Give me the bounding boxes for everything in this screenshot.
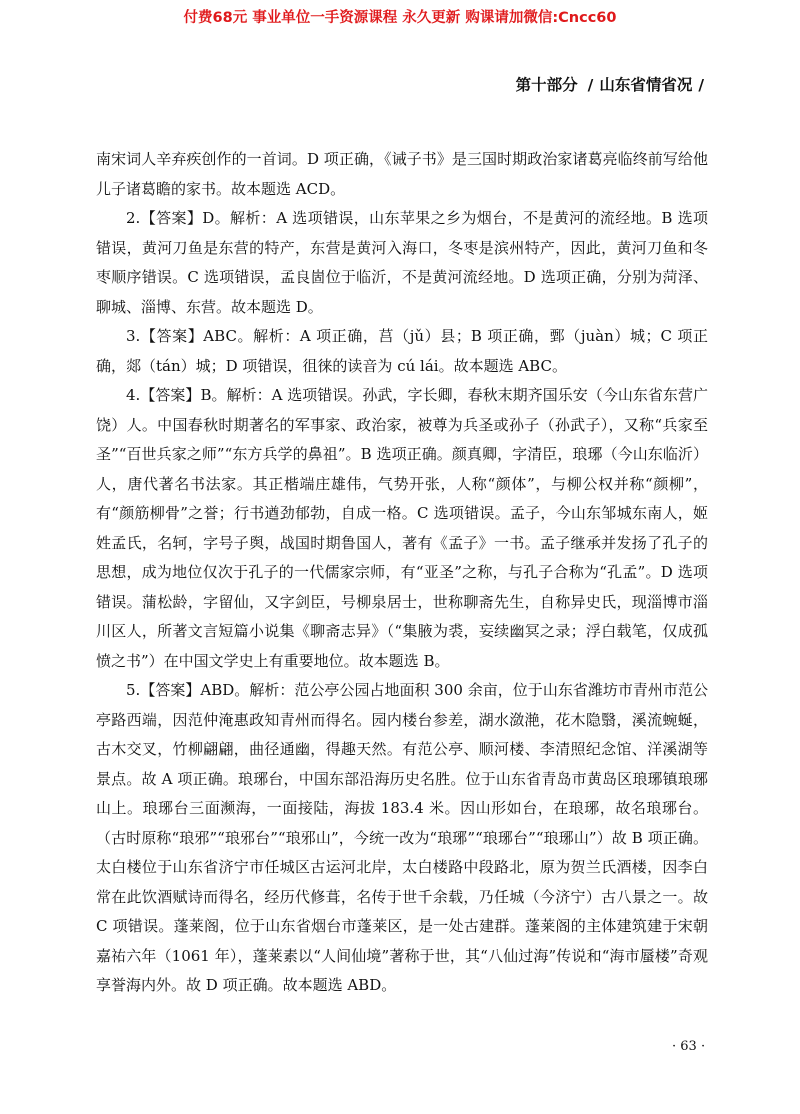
- section-header: [516, 73, 704, 95]
- paragraph-continuation: 南宋词人辛弃疾创作的一首词。D 项正确，《诫子书》是三国时期政治家诸葛亮临终前写给他儿子诸葛瞻的家书。故本题选 ACD。: [96, 150, 708, 198]
- section-part-label: 第十部分: [515, 76, 578, 94]
- answer-3-paragraph: 3.【答案】ABC。解析：A 项正确，莒（jǔ）县；B 项正确，鄄（juàn）城；C 项正确，郯（tán）城；D 项错误，徂徕的读音为 cú lái。故本题选 ABC。: [96, 327, 708, 375]
- header-separator: /: [587, 76, 594, 94]
- answer-2-paragraph: 2.【答案】D。解析：A 选项错误，山东苹果之乡为烟台，不是黄河的流经地。B 选项错误，黄河刀鱼是东营的特产，东营是黄河入海口，冬枣是滨州特产，因此，黄河刀鱼和冬枣顺序错误。C 选项错误，孟良崮位于临沂，不是黄河流经地。D 选项正确，分别为菏泽、聊城、淄博、东营。故本题选 D。: [96, 209, 708, 316]
- answer-explanations: [96, 145, 708, 1001]
- answer-5-paragraph: 5.【答案】ABD。解析：范公亭公园占地面积 300 余亩，位于山东省潍坊市青州市范公亭路西端，因范仲淹惠政知青州而得名。园内楼台参差，湖水潋滟，花木隐翳，溪流蜿蜒，古木交叉，竹柳翩翩，曲径通幽，得趣天然。有范公亭、顺河楼、李清照纪念馆、洋溪湖等景点。故 A 项正确。琅琊台，中国东部沿海历史名胜。位于山东省青岛市黄岛区琅琊镇琅琊山上。琅琊台三面濒海，一面接陆，海拔 183.4 米。因山形如台，在琅琊，故名琅琊台。（古时原称“琅邪”“琅邪台”“琅邪山”，今统一改为“琅琊”“琅琊台”“琅琊山”）故 B 项正确。太白楼位于山东省济宁市任城区古运河北岸，太白楼路中段路北，原为贺兰氏酒楼，因李白常在此饮酒赋诗而得名，经历代修葺，名传于世千余载，乃任城（今济宁）古八景之一。故 C 项错误。蓬莱阁，位于山东省烟台市蓬莱区，是一处古建群。蓬莱阁的主体建筑建于宋朝嘉祐六年（1061 年），蓬莱素以“人间仙境”著称于世，其“八仙过海”传说和“海市蜃楼”奇观享誉海内外。故 D 项正确。故本题选 ABD。: [96, 681, 708, 994]
- header-end-separator: /: [698, 76, 704, 94]
- promo-banner: 付费68元 事业单位一手资源课程 永久更新 购课请加微信:Cncc60: [183, 10, 617, 26]
- page-number: · 63 ·: [672, 1039, 706, 1054]
- answer-4-paragraph: 4.【答案】B。解析：A 选项错误。孙武，字长卿，春秋末期齐国乐安（今山东省东营广饶）人。中国春秋时期著名的军事家、政治家，被尊为兵圣或孙子（孙武子），又称“兵家至圣”“百世兵家之师”“东方兵学的鼻祖”。B 选项正确。颜真卿，字清臣，琅琊（今山东临沂）人，唐代著名书法家。其正楷端庄雄伟，气势开张，人称“颜体”，与柳公权并称“颜柳”，有“颜筋柳骨”之誉；行书遒劲郁勃，自成一格。C 选项错误。孟子，今山东邹城东南人，姬姓孟氏，名轲，字号子舆，战国时期鲁国人，著有《孟子》一书。孟子继承并发扬了孔子的思想，成为地位仅次于孔子的一代儒家宗师，有“亚圣”之称，与孔子合称为“孔孟”。D 选项错误。蒲松龄，字留仙，又字剑臣，号柳泉居士，世称聊斋先生，自称异史氏，现淄博市淄川区人，所著文言短篇小说集《聊斋志异》（“集腋为裘，妄续幽冥之录；浮白载笔，仅成孤愤之书”）在中国文学史上有重要地位。故本题选 B。: [96, 386, 708, 670]
- section-title: 山东省情省况: [599, 76, 693, 94]
